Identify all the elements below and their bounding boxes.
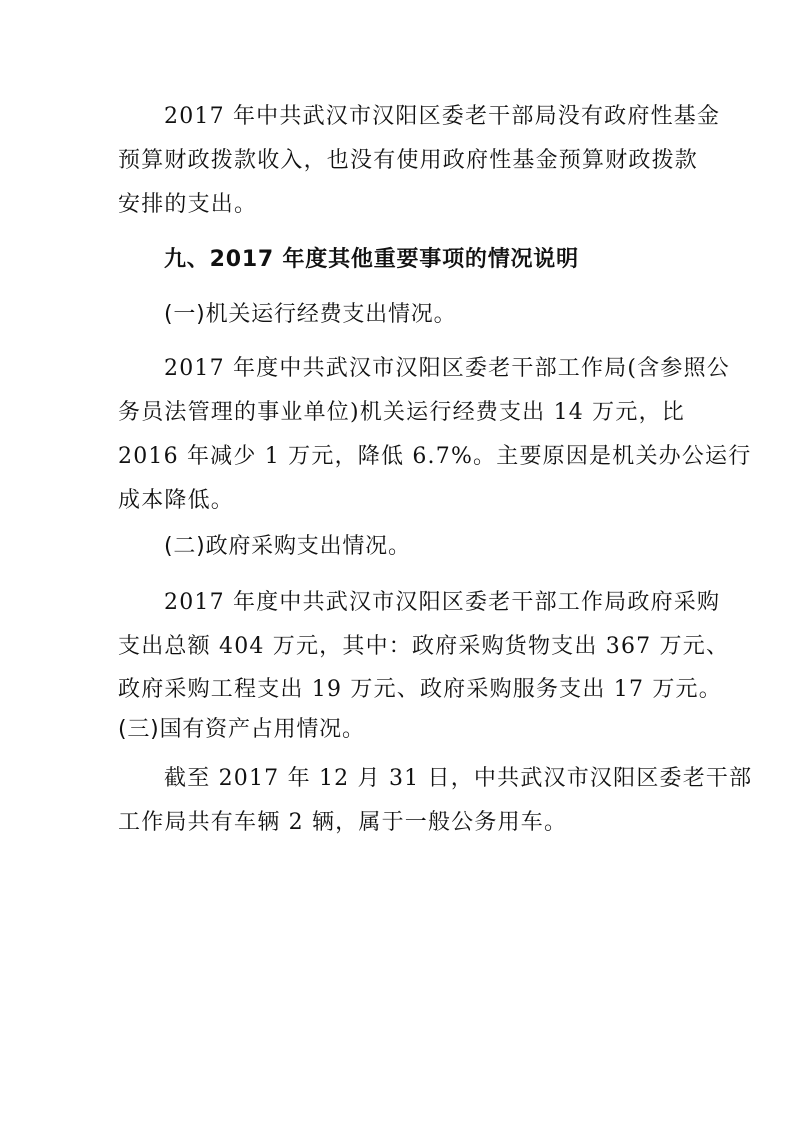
paragraph-line: 工作局共有车辆 2 辆，属于一般公务用车。: [118, 810, 568, 835]
paragraph-line: 2017 年度中共武汉市汉阳区委老干部工作局(含参照公: [164, 356, 730, 381]
paragraph-line: 支出总额 404 万元，其中：政府采购货物支出 367 万元、: [118, 634, 730, 659]
paragraph-line: 安排的支出。: [118, 192, 258, 217]
paragraph-line: 截至 2017 年 12 月 31 日，中共武汉市汉阳区委老干部: [164, 766, 753, 791]
paragraph-line: 政府采购工程支出 19 万元、政府采购服务支出 17 万元。: [118, 677, 722, 702]
subsection-title: (一)机关运行经费支出情况。: [164, 302, 457, 327]
paragraph-line: 2017 年度中共武汉市汉阳区委老干部工作局政府采购: [164, 590, 721, 615]
paragraph-line: 预算财政拨款收入，也没有使用政府性基金预算财政拨款: [118, 148, 699, 173]
paragraph-line: 2016 年减少 1 万元，降低 6.7%。主要原因是机关办公运行: [118, 444, 752, 469]
paragraph-line: 2017 年中共武汉市汉阳区委老干部局没有政府性基金: [164, 104, 721, 129]
paragraph-line: 成本降低。: [118, 488, 235, 513]
paragraph-line: 务员法管理的事业单位)机关运行经费支出 14 万元，比: [118, 400, 685, 425]
subsection-title: (二)政府采购支出情况。: [164, 534, 411, 559]
section-heading: 九、2017 年度其他重要事项的情况说明: [164, 247, 579, 272]
subsection-title: (三)国有资产占用情况。: [118, 717, 365, 742]
